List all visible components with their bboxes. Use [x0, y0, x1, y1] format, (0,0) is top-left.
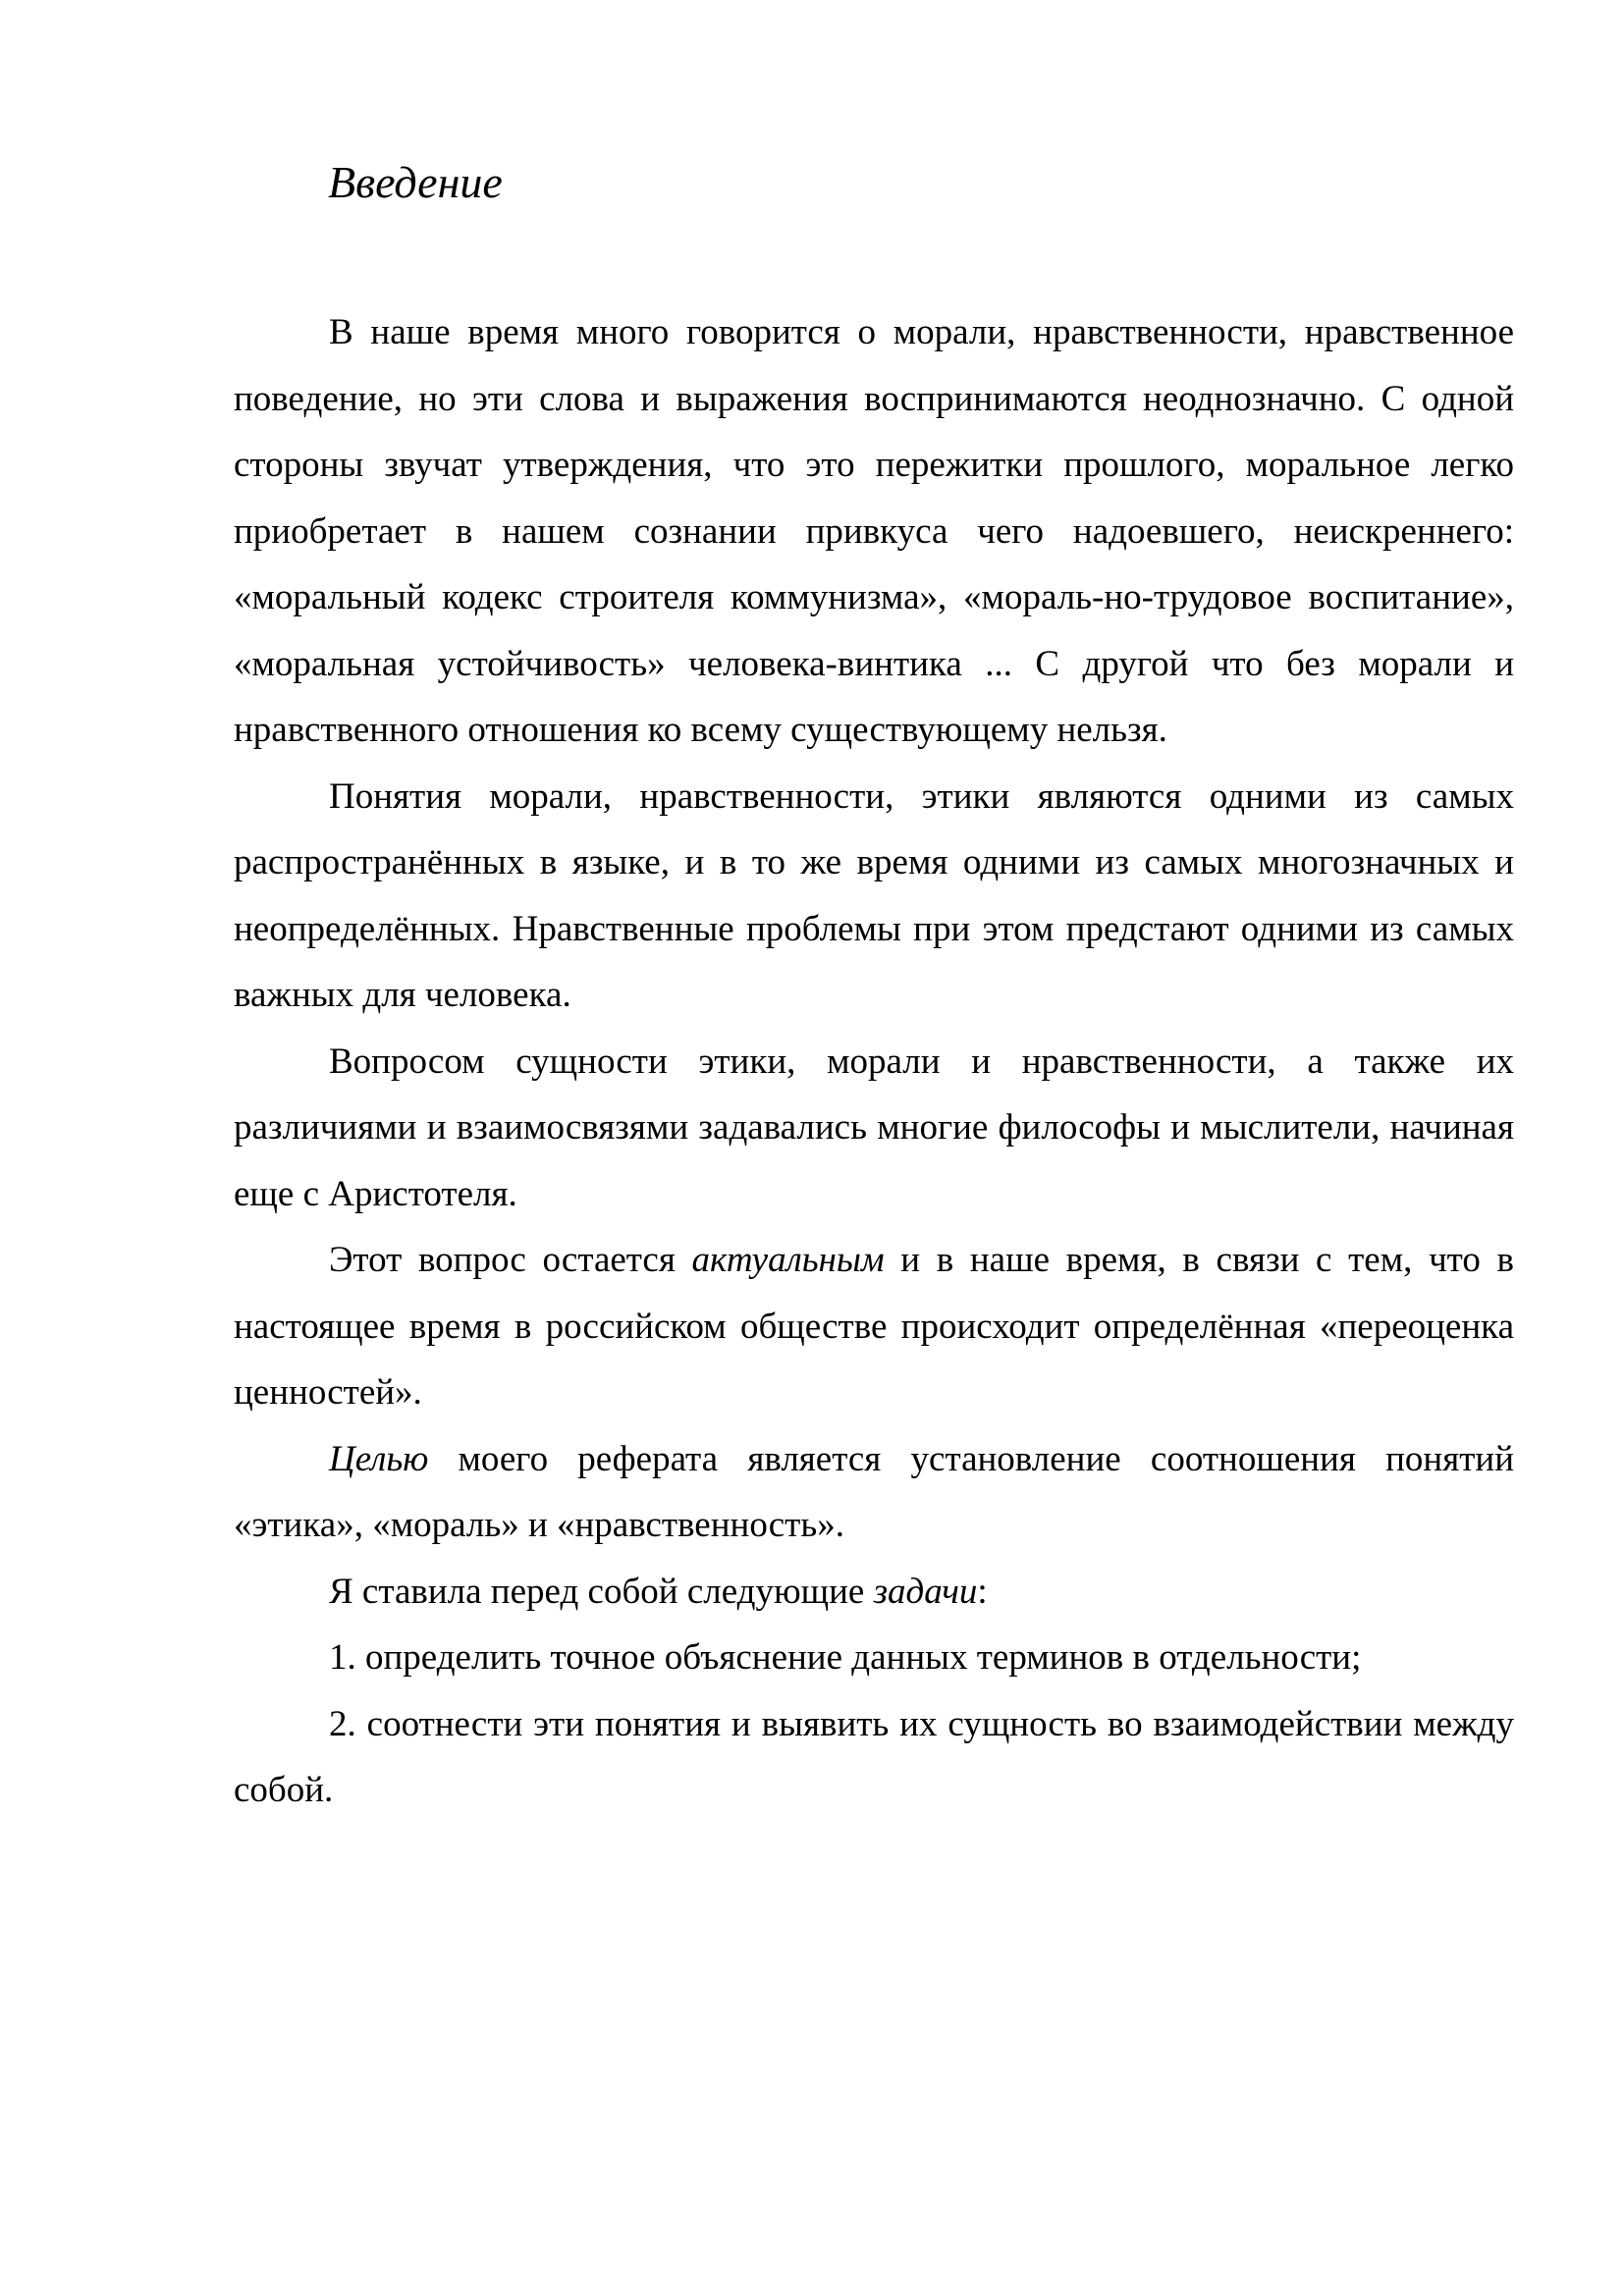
paragraph-tasks-before: Я ставила перед собой следующие — [329, 1571, 874, 1612]
task-item-2: 2. соотнести эти понятия и выявить их сущность во взаимодействии между собой. — [234, 1703, 1514, 1810]
paragraph-philosophers: Вопросом сущности этики, морали и нравственности, а также их различиями и взаимосвязями задавались многие философы и мыслители, начиная еще с Аристотеля. — [234, 1041, 1514, 1214]
section-heading: Введение — [328, 157, 503, 207]
paragraph-relevance-after: и в наше время, в связи с тем, что в настоящее время в российском обществе происходит определённая «переоценка ценностей». — [234, 1240, 1514, 1413]
task-item-1: 1. определить точное объяснение данных терминов в отдельности; — [329, 1637, 1362, 1678]
emphasis-zadachi: задачи — [873, 1571, 978, 1612]
paragraph-goal — [234, 1426, 1514, 1559]
paragraph-relevance — [234, 1227, 1514, 1426]
paragraph-goal-after: моего реферата является установление соотношения понятий «этика», «мораль» и «нравственность». — [234, 1438, 1514, 1545]
emphasis-aktualnym: актуальным — [691, 1240, 885, 1280]
paragraph-intro: В наше время много говорится о морали, нравственности, нравственное поведение, но эти слова и выражения воспринимаются неоднозначно. С одной стороны звучат утверждения, что это пережитки прошлого, моральное легко приобретает в нашем сознании привкуса чего надоевшего, неискреннего: «моральный кодекс строителя коммунизма», «мораль-но-трудовое воспитание», «моральная устойчивость» человека-винтика ... С другой что без морали и нравственного отношения ко всему существующему нельзя. — [234, 312, 1514, 750]
paragraph-relevance-before: Этот вопрос остается — [329, 1240, 692, 1280]
emphasis-tselyu: Целью — [329, 1438, 429, 1479]
paragraph-tasks-intro — [234, 1559, 1514, 1626]
paragraph-tasks-after: : — [977, 1571, 988, 1612]
paragraph-concepts: Понятия морали, нравственности, этики являются одними из самых распространённых в языке, и в то же время одними из самых многозначных и неопределённых. Нравственные проблемы при этом предстают одними из самых важных для человека. — [234, 775, 1514, 1015]
body-text — [234, 299, 1514, 1824]
